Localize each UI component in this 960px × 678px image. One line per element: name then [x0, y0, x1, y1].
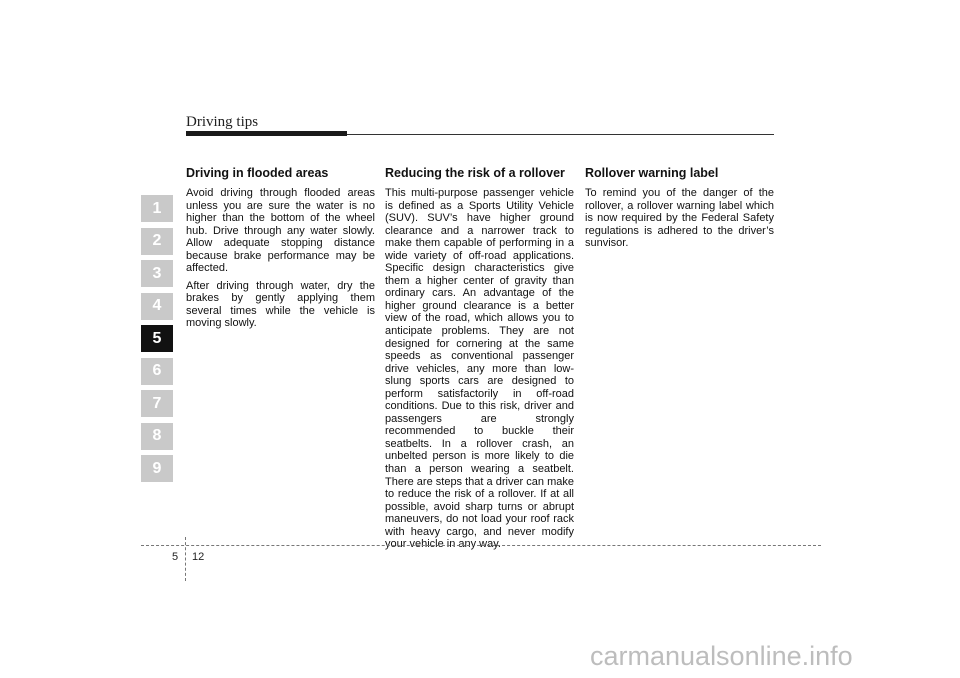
chapter-tabs — [141, 195, 173, 488]
section-warning-label — [585, 166, 774, 255]
chapter-tab-9[interactable]: 9 — [141, 455, 173, 482]
section-heading: Reducing the risk of a rollover — [385, 166, 565, 180]
section-paragraph: To remind you of the danger of the rollover, a rollover warning label which is now required by the Federal Safety regulations is adhered to the driver’s sunvisor. — [585, 187, 774, 250]
header-rule-accent — [186, 131, 347, 136]
footer-divider — [185, 537, 186, 581]
page-number: 12 — [192, 551, 205, 563]
chapter-tab-2[interactable]: 2 — [141, 228, 173, 255]
chapter-tab-8[interactable]: 8 — [141, 423, 173, 450]
chapter-tab-7[interactable]: 7 — [141, 390, 173, 417]
section-heading: Rollover warning label — [585, 166, 719, 180]
chapter-tab-3[interactable]: 3 — [141, 260, 173, 287]
section-paragraph: This multi-purpose passenger vehicle is defined as a Sports Utility Vehicle (SUV). SUV’s have higher ground clearance and a narrower track to make them capable of performing in a wide variety of off-road applications. Specific design characteristics give them a higher center of gravity than ordinary cars. An advantage of the higher ground clearance is a better view of the road, which allows you to anticipate problems. They are not designed for cornering at the same speeds as conventional passenger drive vehicles, any more than low-slung sports cars are designed to perform satisfactorily in off-road conditions. Due to this risk, driver and passengers are strongly recommended to buckle their seatbelts. In a rollover crash, an unbelted person is more likely to die than a person wearing a seatbelt. There are steps that a driver can make to reduce the risk of a rollover. If at all possible, avoid sharp turns or abrupt maneuvers, do not load your roof rack with heavy cargo, and never modify your vehicle in any way. — [385, 187, 574, 551]
page-header-title: Driving tips — [186, 114, 259, 130]
chapter-tab-4[interactable]: 4 — [141, 293, 173, 320]
section-paragraph: After driving through water, dry the brakes by gently applying them several times while the vehicle is moving slowly. — [186, 279, 375, 330]
page-chapter-number: 5 — [172, 551, 179, 563]
section-heading: Driving in flooded areas — [186, 166, 329, 180]
chapter-tab-5[interactable]: 5 — [141, 325, 173, 352]
section-flooded-areas — [186, 166, 375, 335]
chapter-tab-1[interactable]: 1 — [141, 195, 173, 222]
watermark: carmanualsonline.info — [590, 641, 853, 671]
chapter-tab-6[interactable]: 6 — [141, 358, 173, 385]
footer-rule — [141, 545, 821, 546]
section-rollover-risk — [385, 166, 574, 556]
section-paragraph: Avoid driving through flooded areas unless you are sure the water is no higher than the bottom of the wheel hub. Drive through any water slowly. Allow adequate stopping distance because brake performance may be affected. — [186, 187, 375, 275]
